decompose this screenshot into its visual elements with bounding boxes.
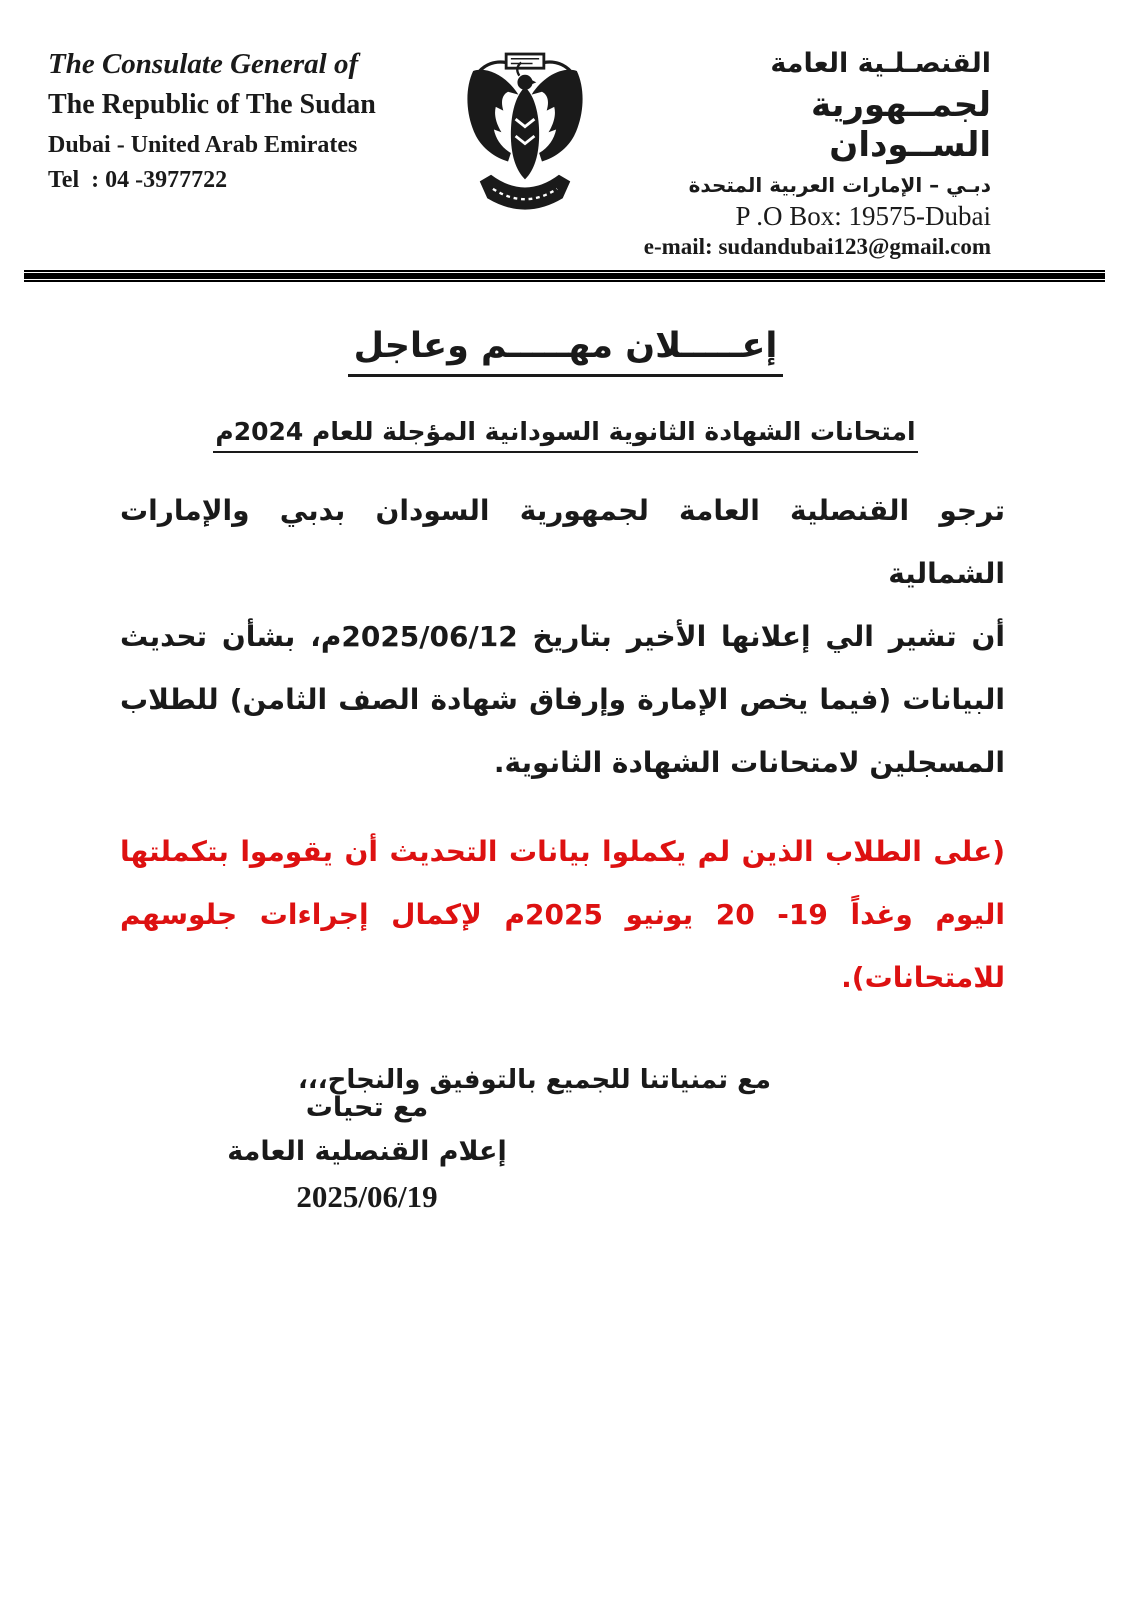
red-notice-line: للامتحانات). (841, 961, 1005, 994)
consulate-title-ar: القنصـلـية العامة (770, 48, 991, 79)
announcement-title-wrap (0, 326, 1131, 377)
country-name-en: The Republic of The Sudan (48, 89, 376, 121)
signature-date: 2025/06/19 (296, 1179, 438, 1214)
signature-department: إعلام القنصلية العامة (227, 1136, 507, 1167)
emblem-container (408, 48, 641, 224)
announcement-title: إعـــــلان مهـــــم وعاجل (348, 326, 784, 377)
location-en: Dubai - United Arab Emirates (48, 131, 358, 158)
email-address: e-mail: sudandubai123@gmail.com (643, 234, 991, 259)
country-name-ar: لجمــهورية الســودان (810, 85, 991, 165)
sudan-coat-of-arms-icon (459, 50, 591, 224)
body-line: البيانات (فيما يخص الإمارة وإرفاق شهادة الصف الثامن) للطلاب (120, 683, 1005, 716)
body-line: ترجو القنصلية العامة لجمهورية السودان بدبي والإمارات الشمالية (120, 494, 1005, 590)
red-notice-line: (على الطلاب الذين لم يكملوا بيانات التحديث أن يقوموا بتكملتها (120, 835, 1005, 868)
body-line: المسجلين لامتحانات الشهادة الثانوية. (493, 746, 1005, 779)
red-notice-line: اليوم وغداً 19- 20 يونيو 2025م لإكمال إجراءات جلوسهم (120, 898, 1005, 931)
header-divider (24, 270, 1105, 282)
closing-wishes: مع تمنياتنا للجميع بالتوفيق والنجاح،،، (298, 1065, 771, 1095)
paragraph-black (0, 479, 1131, 794)
signature-block (212, 1086, 522, 1220)
announcement-subtitle: امتحانات الشهادة الثانوية السودانية المؤجلة للعام 2024م (213, 417, 917, 453)
telephone-number: Tel : 04 -3977722 (48, 167, 228, 194)
announcement-subtitle-wrap (0, 417, 1131, 453)
paragraph-red-notice (0, 820, 1131, 1009)
consulate-title-en: The Consulate General of (48, 48, 359, 80)
announcement-body (0, 326, 1131, 1095)
po-box: P .O Box: 19575-Dubai (735, 201, 991, 231)
letterhead (0, 0, 1131, 260)
signature-greeting: مع تحيات (305, 1092, 429, 1123)
letterhead-arabic (641, 48, 991, 260)
letterhead-english (48, 48, 408, 195)
location-ar: دبـي – الإمارات العربية المتحدة (688, 173, 991, 197)
body-line: أن تشير الي إعلانها الأخير بتاريخ 2025/06/12م، بشأن تحديث (120, 620, 1005, 653)
